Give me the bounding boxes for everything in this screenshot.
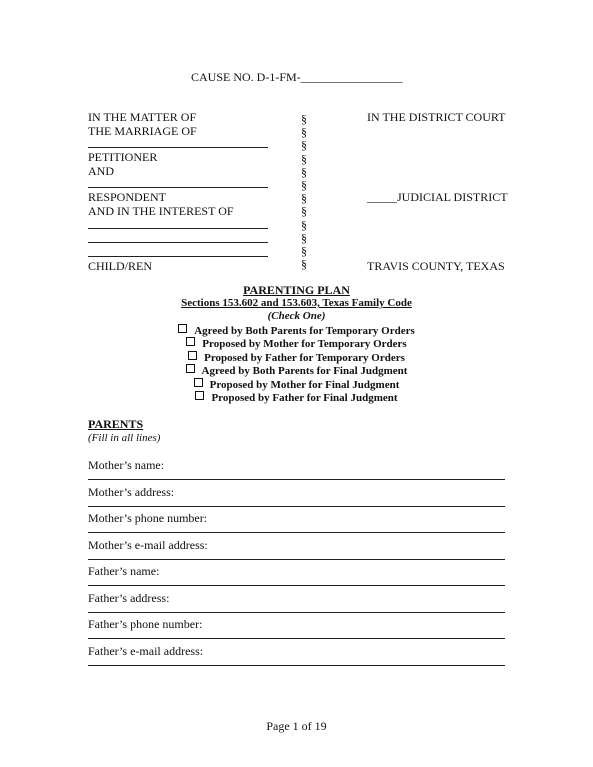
caption-district: _____JUDICIAL DISTRICT <box>367 190 508 204</box>
field-line[interactable] <box>88 612 505 613</box>
field-label: Mother’s e-mail address: <box>88 538 208 552</box>
caption-interest: AND IN THE INTEREST OF <box>88 204 234 218</box>
field-line[interactable] <box>88 532 505 533</box>
plan-title: PARENTING PLAN <box>243 283 350 297</box>
section-symbol: § <box>301 230 307 245</box>
parents-instruction: (Fill in all lines) <box>88 432 161 444</box>
option-row[interactable] <box>0 378 593 392</box>
option-label: Proposed by Father for Temporary Orders <box>204 352 405 364</box>
option-row[interactable] <box>0 351 593 365</box>
section-symbol: § <box>301 164 307 179</box>
field-label: Father’s e-mail address: <box>88 644 204 658</box>
option-label: Proposed by Mother for Final Judgment <box>209 379 400 391</box>
checkbox[interactable] <box>188 351 197 360</box>
section-symbol: § <box>301 178 307 192</box>
child-name-line-2[interactable] <box>88 242 268 243</box>
field-label: Mother’s name: <box>88 458 165 472</box>
field-label: Father’s name: <box>88 564 160 578</box>
field-line[interactable] <box>88 506 505 507</box>
section-symbol: § <box>301 191 307 206</box>
checkbox[interactable] <box>186 364 195 373</box>
checkbox[interactable] <box>194 378 203 387</box>
cause-number: CAUSE NO. D-1-FM-_________________ <box>191 70 403 84</box>
checkbox[interactable] <box>186 337 195 346</box>
option-row[interactable] <box>0 324 593 338</box>
caption-and: AND <box>88 164 114 178</box>
section-symbol: § <box>301 112 307 126</box>
option-label: Agreed by Both Parents for Final Judgment <box>201 365 408 377</box>
option-label: Proposed by Mother for Temporary Orders <box>202 338 407 350</box>
caption-children: CHILD/REN <box>88 259 152 273</box>
field-line[interactable] <box>88 559 505 560</box>
caption-marriage: THE MARRIAGE OF <box>88 124 197 138</box>
caption-petitioner: PETITIONER <box>88 150 158 164</box>
caption-county: TRAVIS COUNTY, TEXAS <box>367 259 505 273</box>
field-label: Mother’s phone number: <box>88 511 208 525</box>
section-symbol: § <box>301 125 307 140</box>
section-symbol: § <box>301 204 307 219</box>
option-label: Agreed by Both Parents for Temporary Orders <box>194 325 415 337</box>
check-one-note: (Check One) <box>267 310 326 322</box>
option-row[interactable] <box>0 391 593 405</box>
plan-subtitle: Sections 153.602 and 153.603, Texas Family Code <box>181 297 412 309</box>
field-line[interactable] <box>88 585 505 586</box>
section-symbol: § <box>301 217 307 232</box>
page-number: Page 1 of 19 <box>266 719 327 733</box>
field-label: Mother’s address: <box>88 485 175 499</box>
caption-matter: IN THE MATTER OF <box>88 110 197 124</box>
field-line[interactable] <box>88 638 505 639</box>
respondent-name-line[interactable] <box>88 187 268 188</box>
section-symbol: § <box>301 138 307 153</box>
field-line[interactable] <box>88 479 505 480</box>
child-name-line-1[interactable] <box>88 228 268 229</box>
checkbox[interactable] <box>178 324 187 333</box>
checkbox[interactable] <box>195 391 204 400</box>
petitioner-name-line[interactable] <box>88 147 268 148</box>
section-symbol: § <box>301 151 307 166</box>
field-label: Father’s address: <box>88 591 170 605</box>
field-line[interactable] <box>88 665 505 666</box>
caption-court: IN THE DISTRICT COURT <box>367 110 506 124</box>
option-label: Proposed by Father for Final Judgment <box>211 392 398 404</box>
section-symbol: § <box>301 257 307 272</box>
option-row[interactable] <box>0 364 593 378</box>
field-label: Father’s phone number: <box>88 617 203 631</box>
section-symbol: § <box>301 244 307 258</box>
child-name-line-3[interactable] <box>88 256 268 257</box>
option-row[interactable] <box>0 337 593 351</box>
caption-respondent: RESPONDENT <box>88 190 167 204</box>
parents-heading: PARENTS <box>88 417 144 431</box>
